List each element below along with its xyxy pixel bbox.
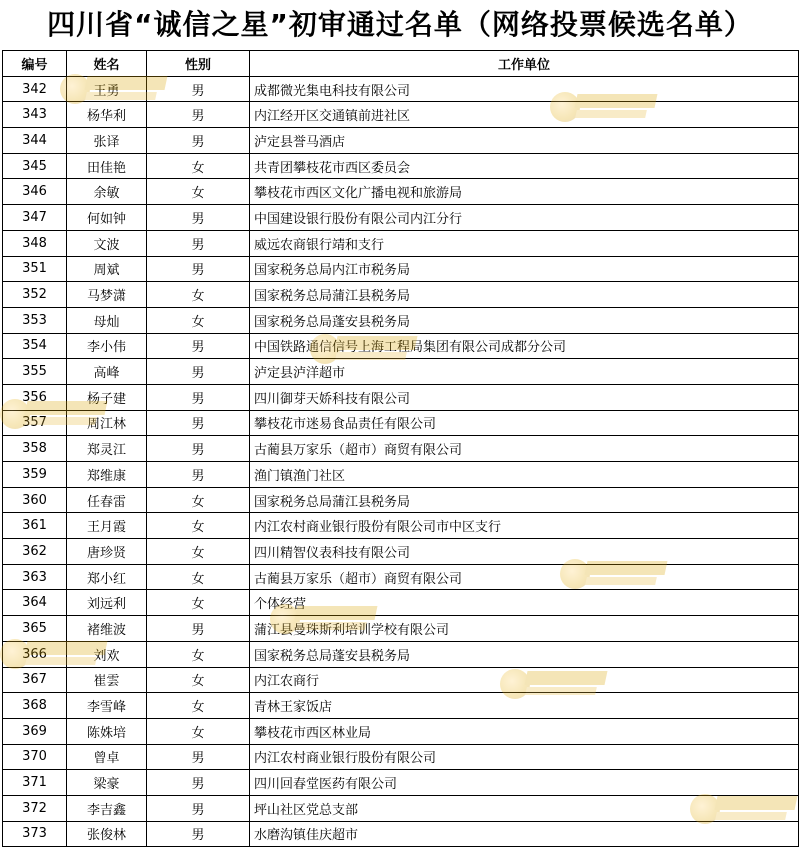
cell-number: 358 bbox=[3, 436, 67, 462]
cell-name: 郑灵江 bbox=[67, 436, 147, 462]
cell-number: 348 bbox=[3, 230, 67, 256]
cell-work-unit: 内江农村商业银行股份有限公司市中区支行 bbox=[250, 513, 799, 539]
cell-gender: 男 bbox=[147, 821, 250, 847]
cell-gender: 男 bbox=[147, 795, 250, 821]
cell-name: 张译 bbox=[67, 128, 147, 154]
cell-number: 346 bbox=[3, 179, 67, 205]
cell-number: 360 bbox=[3, 487, 67, 513]
cell-work-unit: 中国建设银行股份有限公司内江分行 bbox=[250, 205, 799, 231]
cell-work-unit: 成都微光集电科技有限公司 bbox=[250, 76, 799, 102]
cell-gender: 女 bbox=[147, 539, 250, 565]
table-row bbox=[3, 436, 799, 462]
table-row bbox=[3, 384, 799, 410]
cell-work-unit: 内江经开区交通镇前进社区 bbox=[250, 102, 799, 128]
table-row bbox=[3, 359, 799, 385]
cell-number: 352 bbox=[3, 282, 67, 308]
cell-gender: 男 bbox=[147, 128, 250, 154]
cell-gender: 女 bbox=[147, 282, 250, 308]
cell-name: 马梦潇 bbox=[67, 282, 147, 308]
cell-work-unit: 泸定县誉马酒店 bbox=[250, 128, 799, 154]
table-row bbox=[3, 282, 799, 308]
header-number: 编号 bbox=[3, 51, 67, 77]
cell-number: 369 bbox=[3, 718, 67, 744]
cell-name: 周江林 bbox=[67, 410, 147, 436]
cell-gender: 女 bbox=[147, 564, 250, 590]
cell-number: 368 bbox=[3, 693, 67, 719]
cell-gender: 女 bbox=[147, 667, 250, 693]
cell-number: 357 bbox=[3, 410, 67, 436]
cell-name: 李小伟 bbox=[67, 333, 147, 359]
table-row bbox=[3, 462, 799, 488]
cell-number: 373 bbox=[3, 821, 67, 847]
table-row bbox=[3, 770, 799, 796]
table-row bbox=[3, 128, 799, 154]
cell-name: 唐珍贤 bbox=[67, 539, 147, 565]
header-gender: 性别 bbox=[147, 51, 250, 77]
cell-number: 344 bbox=[3, 128, 67, 154]
cell-work-unit: 攀枝花市迷易食品责任有限公司 bbox=[250, 410, 799, 436]
table-row bbox=[3, 513, 799, 539]
cell-number: 370 bbox=[3, 744, 67, 770]
table-row bbox=[3, 795, 799, 821]
cell-work-unit: 共青团攀枝花市西区委员会 bbox=[250, 153, 799, 179]
cell-work-unit: 国家税务总局内江市税务局 bbox=[250, 256, 799, 282]
cell-name: 郑小红 bbox=[67, 564, 147, 590]
cell-name: 褚维波 bbox=[67, 616, 147, 642]
header-name: 姓名 bbox=[67, 51, 147, 77]
table-row bbox=[3, 333, 799, 359]
cell-work-unit: 攀枝花市西区林业局 bbox=[250, 718, 799, 744]
table-row bbox=[3, 230, 799, 256]
table-row bbox=[3, 76, 799, 102]
cell-work-unit: 中国铁路通信信号上海工程局集团有限公司成都分公司 bbox=[250, 333, 799, 359]
cell-work-unit: 国家税务总局蓬安县税务局 bbox=[250, 307, 799, 333]
table-header-row bbox=[3, 51, 799, 77]
table-row bbox=[3, 616, 799, 642]
table-row bbox=[3, 102, 799, 128]
cell-name: 崔雲 bbox=[67, 667, 147, 693]
cell-name: 梁豪 bbox=[67, 770, 147, 796]
cell-name: 周斌 bbox=[67, 256, 147, 282]
table-row bbox=[3, 667, 799, 693]
table-row bbox=[3, 487, 799, 513]
cell-gender: 女 bbox=[147, 153, 250, 179]
candidate-table bbox=[2, 50, 799, 847]
cell-gender: 男 bbox=[147, 76, 250, 102]
cell-number: 366 bbox=[3, 641, 67, 667]
cell-name: 王勇 bbox=[67, 76, 147, 102]
cell-gender: 女 bbox=[147, 513, 250, 539]
cell-number: 342 bbox=[3, 76, 67, 102]
cell-work-unit: 青林王家饭店 bbox=[250, 693, 799, 719]
cell-number: 367 bbox=[3, 667, 67, 693]
cell-number: 359 bbox=[3, 462, 67, 488]
cell-work-unit: 蒲江县曼珠斯利培训学校有限公司 bbox=[250, 616, 799, 642]
table-row bbox=[3, 693, 799, 719]
cell-number: 362 bbox=[3, 539, 67, 565]
cell-work-unit: 四川御芽天娇科技有限公司 bbox=[250, 384, 799, 410]
cell-name: 高峰 bbox=[67, 359, 147, 385]
cell-work-unit: 坪山社区党总支部 bbox=[250, 795, 799, 821]
cell-work-unit: 古蔺县万家乐（超市）商贸有限公司 bbox=[250, 564, 799, 590]
cell-gender: 女 bbox=[147, 307, 250, 333]
cell-number: 356 bbox=[3, 384, 67, 410]
cell-work-unit: 内江农商行 bbox=[250, 667, 799, 693]
cell-number: 343 bbox=[3, 102, 67, 128]
cell-gender: 男 bbox=[147, 436, 250, 462]
cell-work-unit: 四川回春堂医药有限公司 bbox=[250, 770, 799, 796]
cell-number: 345 bbox=[3, 153, 67, 179]
header-work-unit: 工作单位 bbox=[250, 51, 799, 77]
table-row bbox=[3, 641, 799, 667]
cell-gender: 女 bbox=[147, 487, 250, 513]
cell-name: 张俊林 bbox=[67, 821, 147, 847]
cell-gender: 女 bbox=[147, 590, 250, 616]
cell-number: 371 bbox=[3, 770, 67, 796]
cell-name: 郑维康 bbox=[67, 462, 147, 488]
table-row bbox=[3, 718, 799, 744]
table-row bbox=[3, 564, 799, 590]
cell-number: 351 bbox=[3, 256, 67, 282]
cell-gender: 男 bbox=[147, 102, 250, 128]
cell-gender: 女 bbox=[147, 693, 250, 719]
table-row bbox=[3, 590, 799, 616]
cell-gender: 男 bbox=[147, 616, 250, 642]
cell-name: 余敏 bbox=[67, 179, 147, 205]
cell-work-unit: 攀枝花市西区文化广播电视和旅游局 bbox=[250, 179, 799, 205]
cell-work-unit: 渔门镇渔门社区 bbox=[250, 462, 799, 488]
cell-work-unit: 威远农商银行靖和支行 bbox=[250, 230, 799, 256]
page-title: 四川省“诚信之星”初审通过名单（网络投票候选名单） bbox=[47, 8, 753, 41]
cell-name: 陈姝培 bbox=[67, 718, 147, 744]
table-row bbox=[3, 410, 799, 436]
cell-gender: 男 bbox=[147, 770, 250, 796]
cell-name: 任春雷 bbox=[67, 487, 147, 513]
cell-name: 李雪峰 bbox=[67, 693, 147, 719]
cell-work-unit: 内江农村商业银行股份有限公司 bbox=[250, 744, 799, 770]
cell-number: 372 bbox=[3, 795, 67, 821]
cell-gender: 女 bbox=[147, 641, 250, 667]
cell-gender: 男 bbox=[147, 410, 250, 436]
cell-number: 355 bbox=[3, 359, 67, 385]
cell-name: 何如钟 bbox=[67, 205, 147, 231]
cell-name: 杨子建 bbox=[67, 384, 147, 410]
cell-work-unit: 国家税务总局蒲江县税务局 bbox=[250, 487, 799, 513]
cell-number: 354 bbox=[3, 333, 67, 359]
cell-name: 王月霞 bbox=[67, 513, 147, 539]
cell-work-unit: 四川精智仪表科技有限公司 bbox=[250, 539, 799, 565]
cell-gender: 男 bbox=[147, 384, 250, 410]
table-row bbox=[3, 539, 799, 565]
cell-work-unit: 泸定县泸洋超市 bbox=[250, 359, 799, 385]
cell-number: 347 bbox=[3, 205, 67, 231]
table-row bbox=[3, 256, 799, 282]
cell-name: 杨华利 bbox=[67, 102, 147, 128]
cell-work-unit: 水磨沟镇佳庆超市 bbox=[250, 821, 799, 847]
cell-gender: 女 bbox=[147, 718, 250, 744]
cell-gender: 男 bbox=[147, 333, 250, 359]
cell-gender: 男 bbox=[147, 205, 250, 231]
cell-number: 364 bbox=[3, 590, 67, 616]
cell-name: 刘欢 bbox=[67, 641, 147, 667]
cell-number: 363 bbox=[3, 564, 67, 590]
table-body bbox=[3, 76, 799, 847]
cell-gender: 男 bbox=[147, 230, 250, 256]
cell-name: 刘远利 bbox=[67, 590, 147, 616]
cell-name: 曾卓 bbox=[67, 744, 147, 770]
table-row bbox=[3, 153, 799, 179]
cell-gender: 男 bbox=[147, 744, 250, 770]
table-row bbox=[3, 744, 799, 770]
cell-work-unit: 国家税务总局蓬安县税务局 bbox=[250, 641, 799, 667]
cell-number: 361 bbox=[3, 513, 67, 539]
table-row bbox=[3, 821, 799, 847]
cell-name: 田佳艳 bbox=[67, 153, 147, 179]
table-row bbox=[3, 179, 799, 205]
cell-name: 李吉鑫 bbox=[67, 795, 147, 821]
cell-gender: 男 bbox=[147, 256, 250, 282]
cell-name: 文波 bbox=[67, 230, 147, 256]
table-row bbox=[3, 205, 799, 231]
cell-work-unit: 古蔺县万家乐（超市）商贸有限公司 bbox=[250, 436, 799, 462]
cell-name: 母灿 bbox=[67, 307, 147, 333]
cell-number: 353 bbox=[3, 307, 67, 333]
cell-number: 365 bbox=[3, 616, 67, 642]
cell-gender: 女 bbox=[147, 179, 250, 205]
cell-work-unit: 个体经营 bbox=[250, 590, 799, 616]
cell-gender: 男 bbox=[147, 359, 250, 385]
cell-work-unit: 国家税务总局蒲江县税务局 bbox=[250, 282, 799, 308]
cell-gender: 男 bbox=[147, 462, 250, 488]
table-row bbox=[3, 307, 799, 333]
